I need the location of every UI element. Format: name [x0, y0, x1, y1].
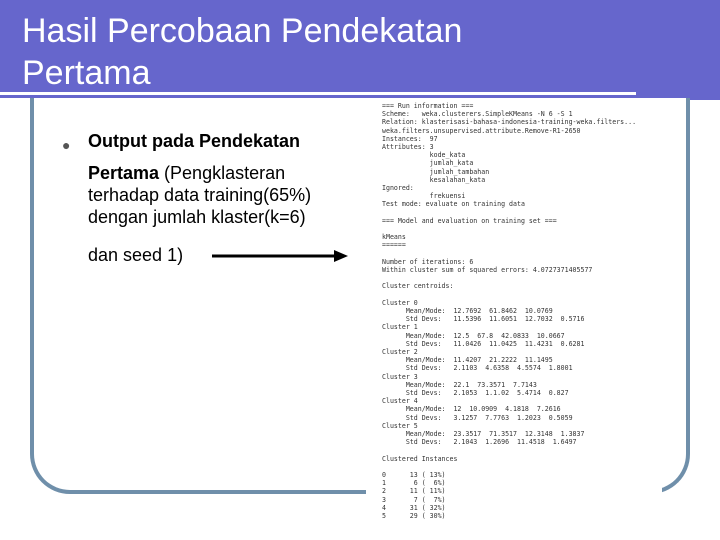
bullet-dot-icon: ●: [62, 137, 71, 153]
weka-output-line: 1 6 ( 6%): [382, 479, 446, 488]
bullet-text-line-5: dan seed 1): [88, 245, 184, 265]
weka-output-line: frekuensi: [382, 192, 466, 201]
bullet-bold-line-1: Output pada Pendekatan: [88, 131, 301, 151]
weka-output-line: weka.filters.unsupervised.attribute.Remove-R1-2650: [382, 126, 581, 135]
weka-output-line: Mean/Mode: 12.5 67.8 42.0833 10.0667: [382, 331, 565, 340]
bullet-text: [88, 130, 358, 228]
weka-output-line: Mean/Mode: 11.4207 21.2222 11.1495: [382, 356, 553, 365]
weka-output-line: Std Devs: 2.1103 4.6358 4.5574 1.8001: [382, 364, 573, 373]
weka-output-line: Std Devs: 11.0426 11.0425 11.4231 0.6281: [382, 339, 585, 348]
slide-title: [22, 10, 582, 94]
bullet-text-line-4: dengan jumlah klaster(k=6): [88, 207, 306, 227]
bullet-line-2: [88, 162, 358, 184]
arrow-right-icon: [210, 246, 350, 266]
weka-output-line: 4 31 ( 32%): [382, 503, 446, 512]
weka-output-line: Std Devs: 2.1053 1.1.02 5.4714 0.827: [382, 389, 569, 397]
title-underline: [0, 92, 636, 95]
weka-output-line: Cluster 1: [382, 323, 418, 332]
weka-output-line: === Model and evaluation on training set ===: [382, 216, 557, 225]
bullet-text-line-3: terhadap data training(65%): [88, 185, 312, 205]
weka-output-line: Attributes: 3: [382, 143, 434, 151]
weka-output-line: kode_kata: [382, 151, 466, 160]
weka-output-line: Mean/Mode: 12.7692 61.8462 10.0769: [382, 307, 553, 315]
weka-output-line: Cluster 4: [382, 397, 418, 406]
weka-output-line: Cluster 3: [382, 372, 418, 381]
weka-output-line: === Run information ===: [382, 102, 474, 110]
weka-output-line: Relation: klasterisasi-bahasa-indonesia-training-weka.filters...: [382, 118, 637, 127]
weka-output-line: 0 13 ( 13%): [382, 471, 446, 479]
bullet-bold-line-2: Pertama: [88, 163, 160, 183]
weka-output-line: 3 7 ( 7%): [382, 495, 446, 504]
weka-output-line: Test mode: evaluate on training data: [382, 200, 525, 209]
weka-output-line: 2 11 ( 11%): [382, 487, 446, 496]
weka-output-line: Mean/Mode: 23.3517 71.3517 12.3148 1.3837: [382, 430, 585, 438]
weka-output-line: Cluster 5: [382, 421, 418, 430]
weka-output-line: Std Devs: 3.1257 7.7763 1.2023 0.5059: [382, 413, 573, 422]
weka-output-line: Cluster 0: [382, 298, 418, 307]
weka-output-line: Mean/Mode: 12 10.0909 4.1818 7.2616: [382, 405, 561, 414]
weka-output-line: jumlah_tambahan: [382, 167, 490, 176]
weka-output-line: kesalahan_kata: [382, 175, 486, 184]
weka-output-line: Std Devs: 2.1043 1.2696 11.4518 1.6497: [382, 438, 577, 447]
slide-title-line-2: Pertama: [22, 54, 151, 92]
weka-output-line: Ignored:: [382, 184, 414, 192]
weka-output-line: Cluster centroids:: [382, 282, 454, 291]
slide-title-line-1: Hasil Percobaan Pendekatan: [22, 12, 463, 50]
decorative-strip: [686, 0, 720, 100]
weka-output-line: Instances: 97: [382, 134, 438, 143]
weka-output-line: Cluster 2: [382, 348, 418, 356]
weka-output-screenshot: [366, 100, 662, 520]
weka-output-line: Within cluster sum of squared errors: 4.0727371405577: [382, 266, 593, 274]
bullet-text-line-2: (Pengklasteran: [159, 163, 286, 183]
weka-output-line: 5 29 ( 30%): [382, 512, 446, 520]
weka-output-line: Mean/Mode: 22.1 73.3571 7.7143: [382, 380, 537, 389]
weka-output-line: ======: [382, 241, 406, 250]
weka-output-line: kMeans: [382, 233, 406, 242]
weka-output-line: Std Devs: 11.5396 11.6051 12.7032 0.5716: [382, 315, 585, 324]
weka-output-line: Number of iterations: 6: [382, 257, 474, 266]
weka-output-line: Clustered Instances: [382, 454, 458, 463]
weka-output-line: jumlah_kata: [382, 159, 474, 168]
weka-output-line: Scheme: weka.clusterers.SimpleKMeans -N 6 -S 1: [382, 110, 573, 119]
